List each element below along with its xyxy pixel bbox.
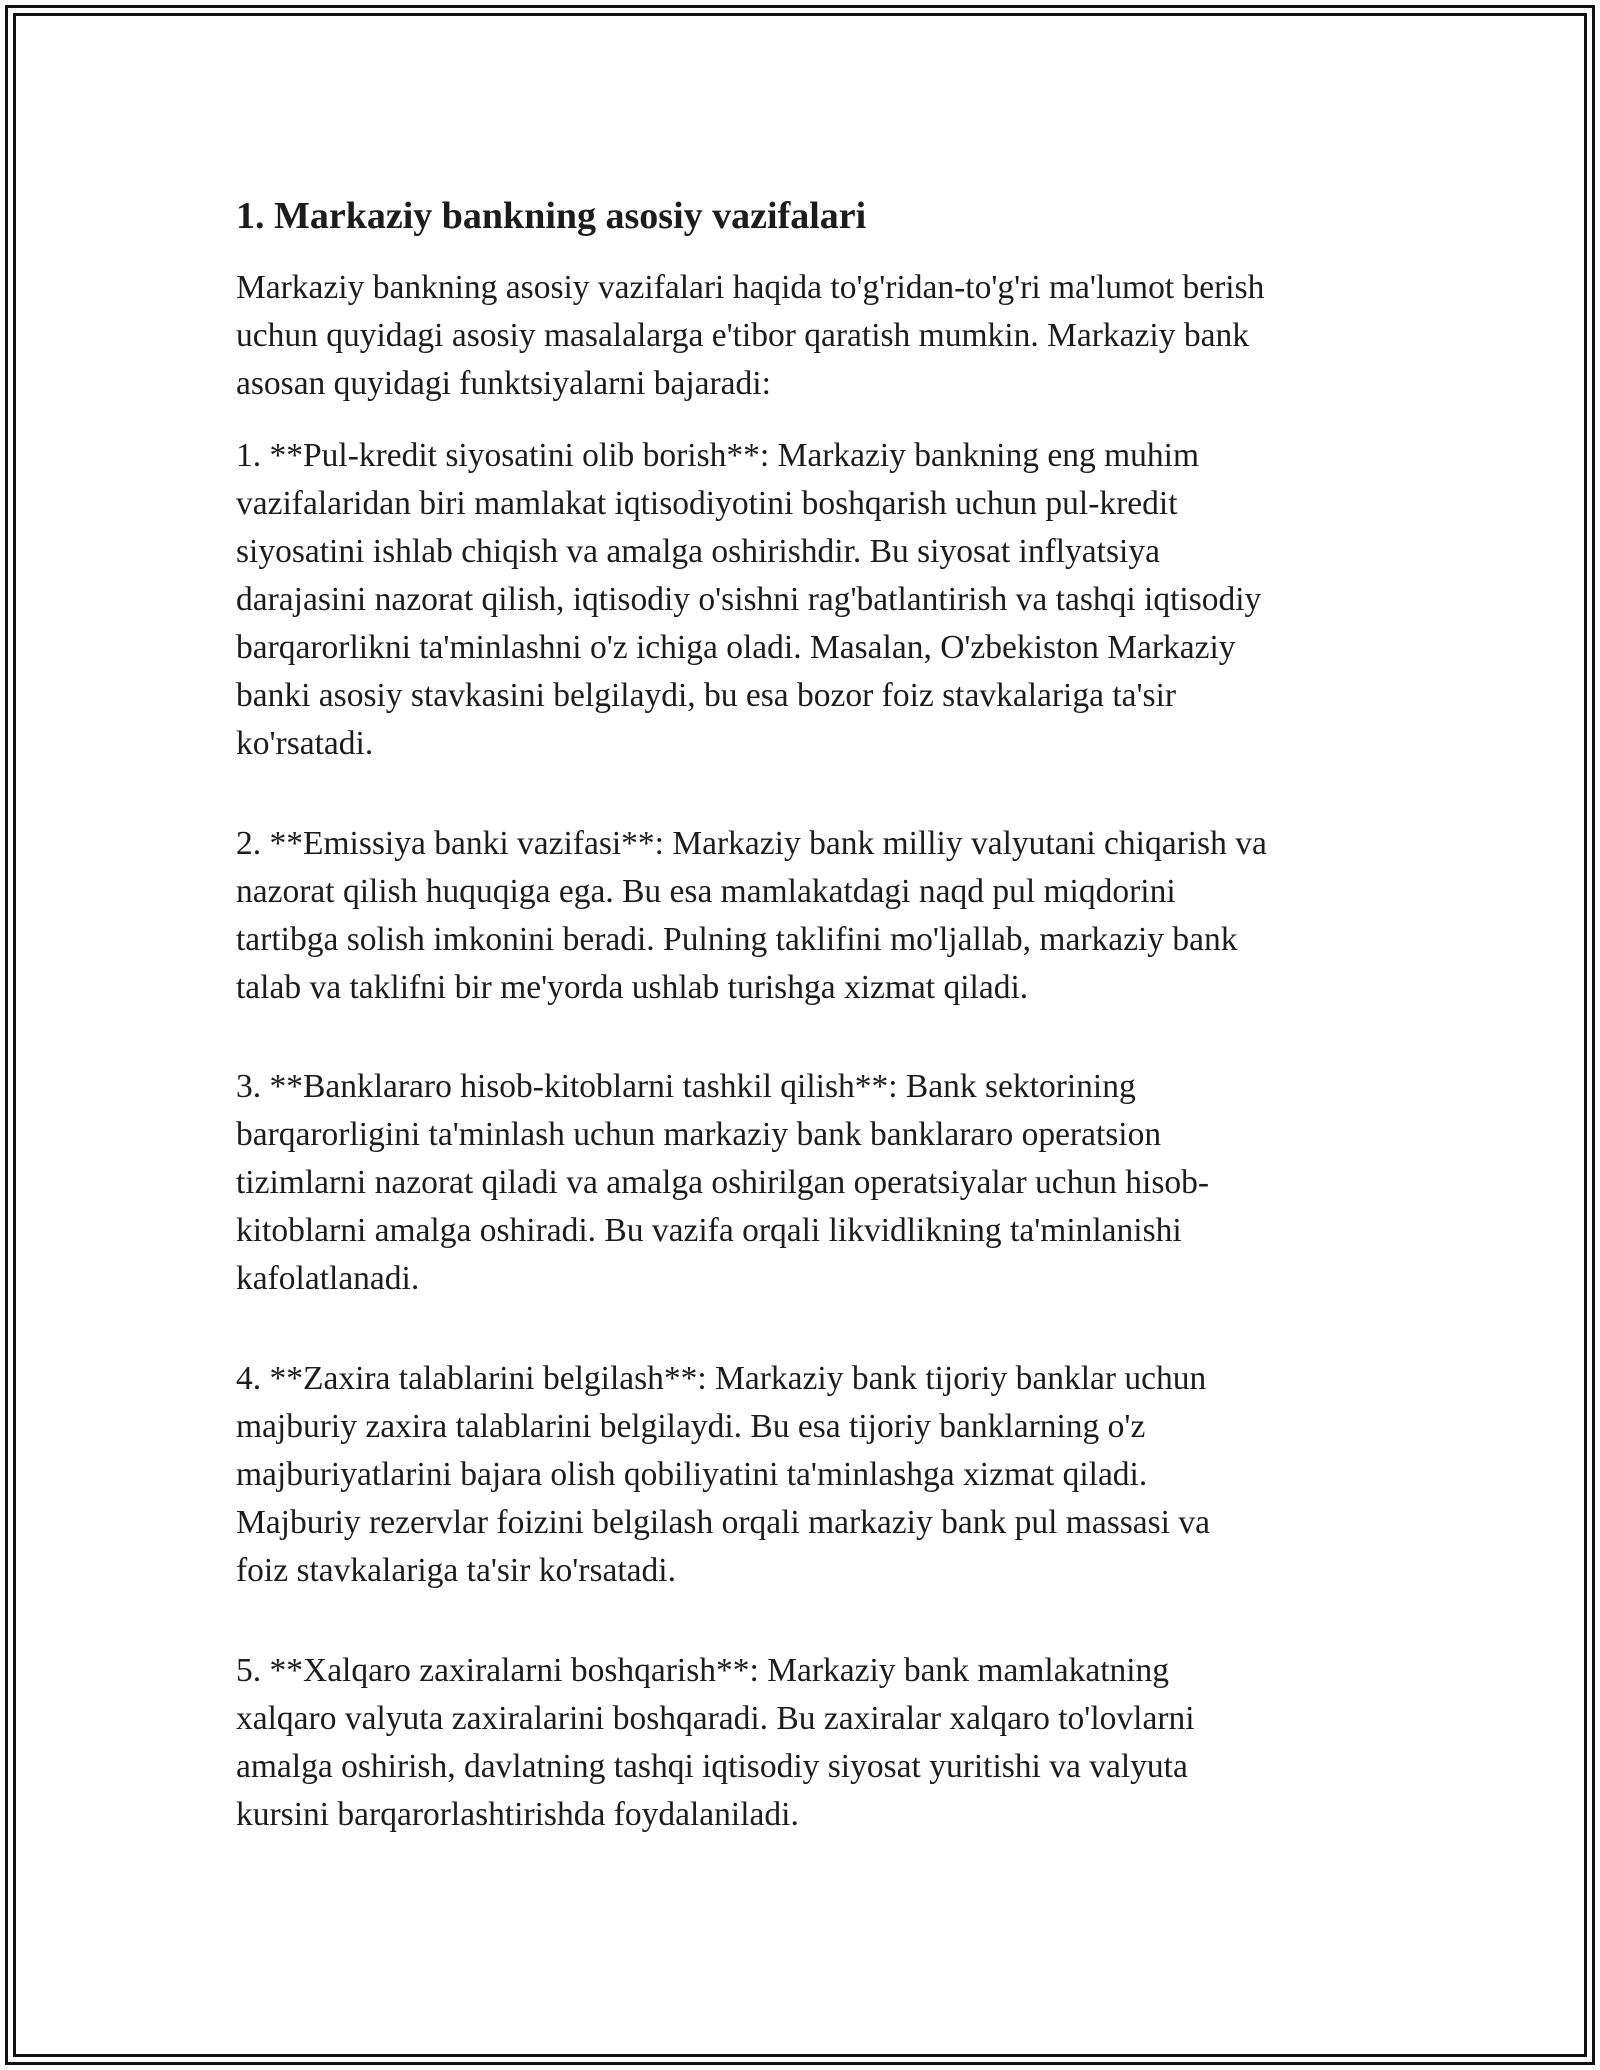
section-heading: 1. Markaziy bankning asosiy vazifalari bbox=[236, 195, 867, 237]
intro-paragraph: Markaziy bankning asosiy vazifalari haqida to'g'ridan-to'g'ri ma'lumot berish uchun quyidagi asosiy masalalarga e'tibor qaratish mumkin. Markaziy bank asosan quyidagi funktsiyalarni bajaradi: bbox=[236, 269, 1265, 402]
paragraph-item-3: 3. **Banklararo hisob-kitoblarni tashkil qilish**: Bank sektorining barqarorligini ta'minlash uchun markaziy bank banklararo operatsion tizimlarni nazorat qiladi va amalga oshirilgan operatsiyalar uchun hisob- kitoblarni amalga oshiradi. Bu vazifa orqali likvidlikning ta'minlanishi kafolatlanadi. bbox=[236, 1068, 1210, 1297]
document-body bbox=[236, 188, 1372, 1839]
paragraph-item-1: 1. **Pul-kredit siyosatini olib borish**: Markaziy bankning eng muhim vazifalaridan biri mamlakat iqtisodiyotini boshqarish uchun pul-kredit siyosatini ishlab chiqish va amalga oshirishdir. Bu siyosat inflyatsiya darajasini nazorat qilish, iqtisodiy o'sishni rag'batlantirish va tashqi iqtisodiy barqarorlikni ta'minlashni o'z ichiga oladi. Masalan, O'zbekiston Markaziy banki asosiy stavkasini belgilaydi, bu esa bozor foiz stavkalariga ta'sir ko'rsatadi. bbox=[236, 437, 1262, 762]
paragraph-item-4: 4. **Zaxira talablarini belgilash**: Markaziy bank tijoriy banklar uchun majburiy zaxira talablarini belgilaydi. Bu esa tijoriy banklarning o'z majburiyatlarini bajara olish qobiliyatini ta'minlashga xizmat qiladi. Majburiy rezervlar foizini belgilash orqali markaziy bank pul massasi va foiz stavkalariga ta'sir ko'rsatadi. bbox=[236, 1360, 1210, 1589]
paragraph-item-5: 5. **Xalqaro zaxiralarni boshqarish**: Markaziy bank mamlakatning xalqaro valyuta zaxiralarini boshqaradi. Bu zaxiralar xalqaro to'lovlarni amalga oshirish, davlatning tashqi iqtisodiy siyosat yuritishi va valyuta kursini barqarorlashtirishda foydalaniladi. bbox=[236, 1652, 1195, 1833]
paragraph-item-2: 2. **Emissiya banki vazifasi**: Markaziy bank milliy valyutani chiqarish va nazorat qilish huquqiga ega. Bu esa mamlakatdagi naqd pul miqdorini tartibga solish imkonini beradi. Pulning taklifini mo'ljallab, markaziy bank talab va taklifni bir me'yorda ushlab turishga xizmat qiladi. bbox=[236, 825, 1267, 1006]
